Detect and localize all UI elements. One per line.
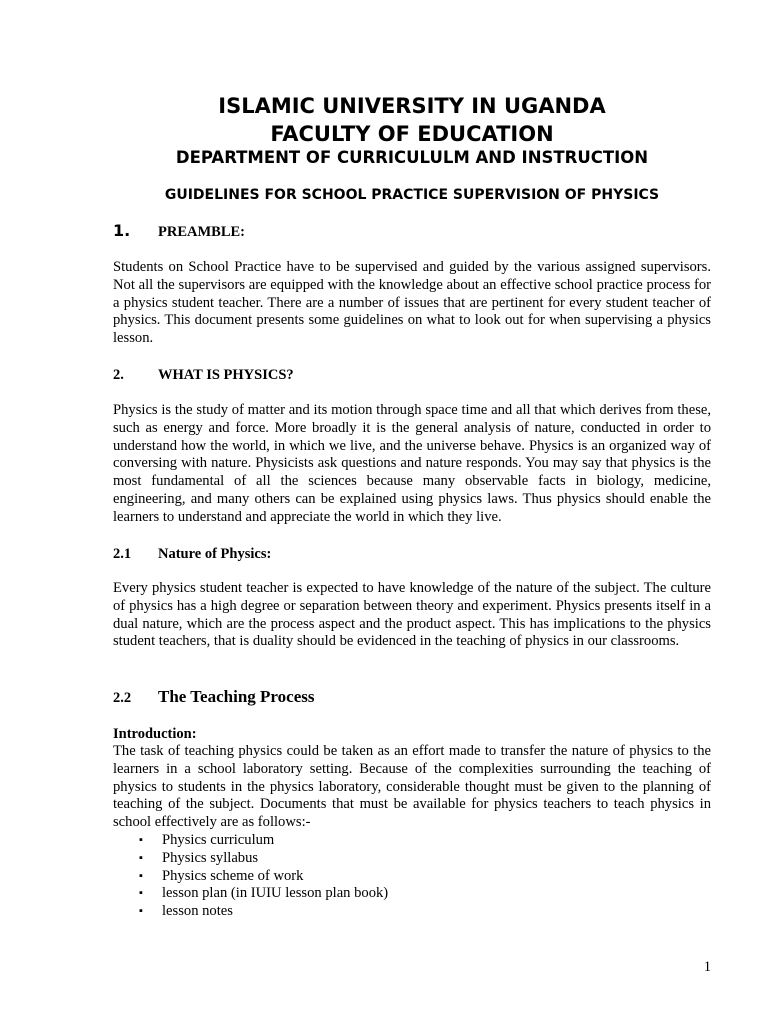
square-bullet-icon: ▪ <box>139 851 143 864</box>
department-title: DEPARTMENT OF CURRICULULM AND INSTRUCTION <box>175 148 649 167</box>
list-item: ▪ lesson notes <box>139 903 233 920</box>
list-item: ▪ lesson plan (in IUIU lesson plan book) <box>139 885 389 902</box>
preamble-paragraph: Students on School Practice have to be supervised and guided by the various assigned supervisors. Not all the supervisors are equipped with the knowledge about an effective school practice process for a physics student teacher. There are a number of issues that are pertinent for every student teacher of physics. This document presents some guidelines on what to look out for when supervising a physics lesson. <box>113 259 711 347</box>
required-documents-list <box>113 832 388 921</box>
list-item: ▪ Physics curriculum <box>139 832 275 848</box>
list-item: ▪ Physics syllabus <box>139 849 259 866</box>
teaching-process-paragraph: The task of teaching physics could be taken as an effort made to transfer the nature of physics to the learners in a school laboratory setting. Because of the complexities surrounding the teaching of physics to students in the physics laboratory, considerable thought must be given to the planning of teaching of the subject. Documents that must be available for physics teachers to teach physics in school effectively are as follows:- <box>113 743 711 831</box>
teaching-process-heading <box>113 688 314 707</box>
introduction-label: Introduction: <box>113 726 197 742</box>
what-is-physics-paragraph: Physics is the study of matter and its motion through space time and all that which derives from these, such as energy and force. More broadly it is the general analysis of nature, conducted in order to understand how the world, in which we live, and the universe behave. Physics is an organized way of conversing with nature. Physicists ask questions and nature responds. You may say that physics is the most fundamental of all the sciences because many observable facts in biology, medicine, engineering, and many others can be explained using physics laws. Thus physics should enable the learners to understand and appreciate the world in which they live. <box>113 402 711 525</box>
section-number: 2.2 <box>113 690 132 706</box>
section-heading-label: Nature of Physics: <box>158 546 272 562</box>
list-item: ▪ Physics scheme of work <box>139 867 304 884</box>
square-bullet-icon: ▪ <box>139 869 143 882</box>
preamble-heading <box>113 222 245 241</box>
what-is-physics-heading <box>113 366 294 384</box>
university-title: ISLAMIC UNIVERSITY IN UGANDA <box>218 94 606 118</box>
page-number: 1 <box>703 959 711 975</box>
section-number: 1. <box>113 221 131 240</box>
section-heading-label: The Teaching Process <box>158 687 315 706</box>
section-heading-label: WHAT IS PHYSICS? <box>158 367 294 383</box>
nature-of-physics-heading <box>113 545 271 563</box>
nature-of-physics-paragraph: Every physics student teacher is expected to have knowledge of the nature of the subject. The culture of physics has a high degree or separation between theory and experiment. Physics presents itself in a dual nature, which are the process aspect and the product aspect. This has implications to the physics student teachers, that is duality should be evidenced in the teaching of physics in our classrooms. <box>113 580 711 650</box>
section-number: 2.1 <box>113 546 132 562</box>
document-page <box>113 0 711 1024</box>
square-bullet-icon: ▪ <box>139 905 143 918</box>
document-title: GUIDELINES FOR SCHOOL PRACTICE SUPERVISION OF PHYSICS <box>164 187 660 203</box>
faculty-title: FACULTY OF EDUCATION <box>270 122 554 146</box>
square-bullet-icon: ▪ <box>139 887 143 900</box>
section-number: 2. <box>113 367 124 383</box>
section-heading-label: PREAMBLE: <box>158 224 245 240</box>
square-bullet-icon: ▪ <box>139 834 143 846</box>
